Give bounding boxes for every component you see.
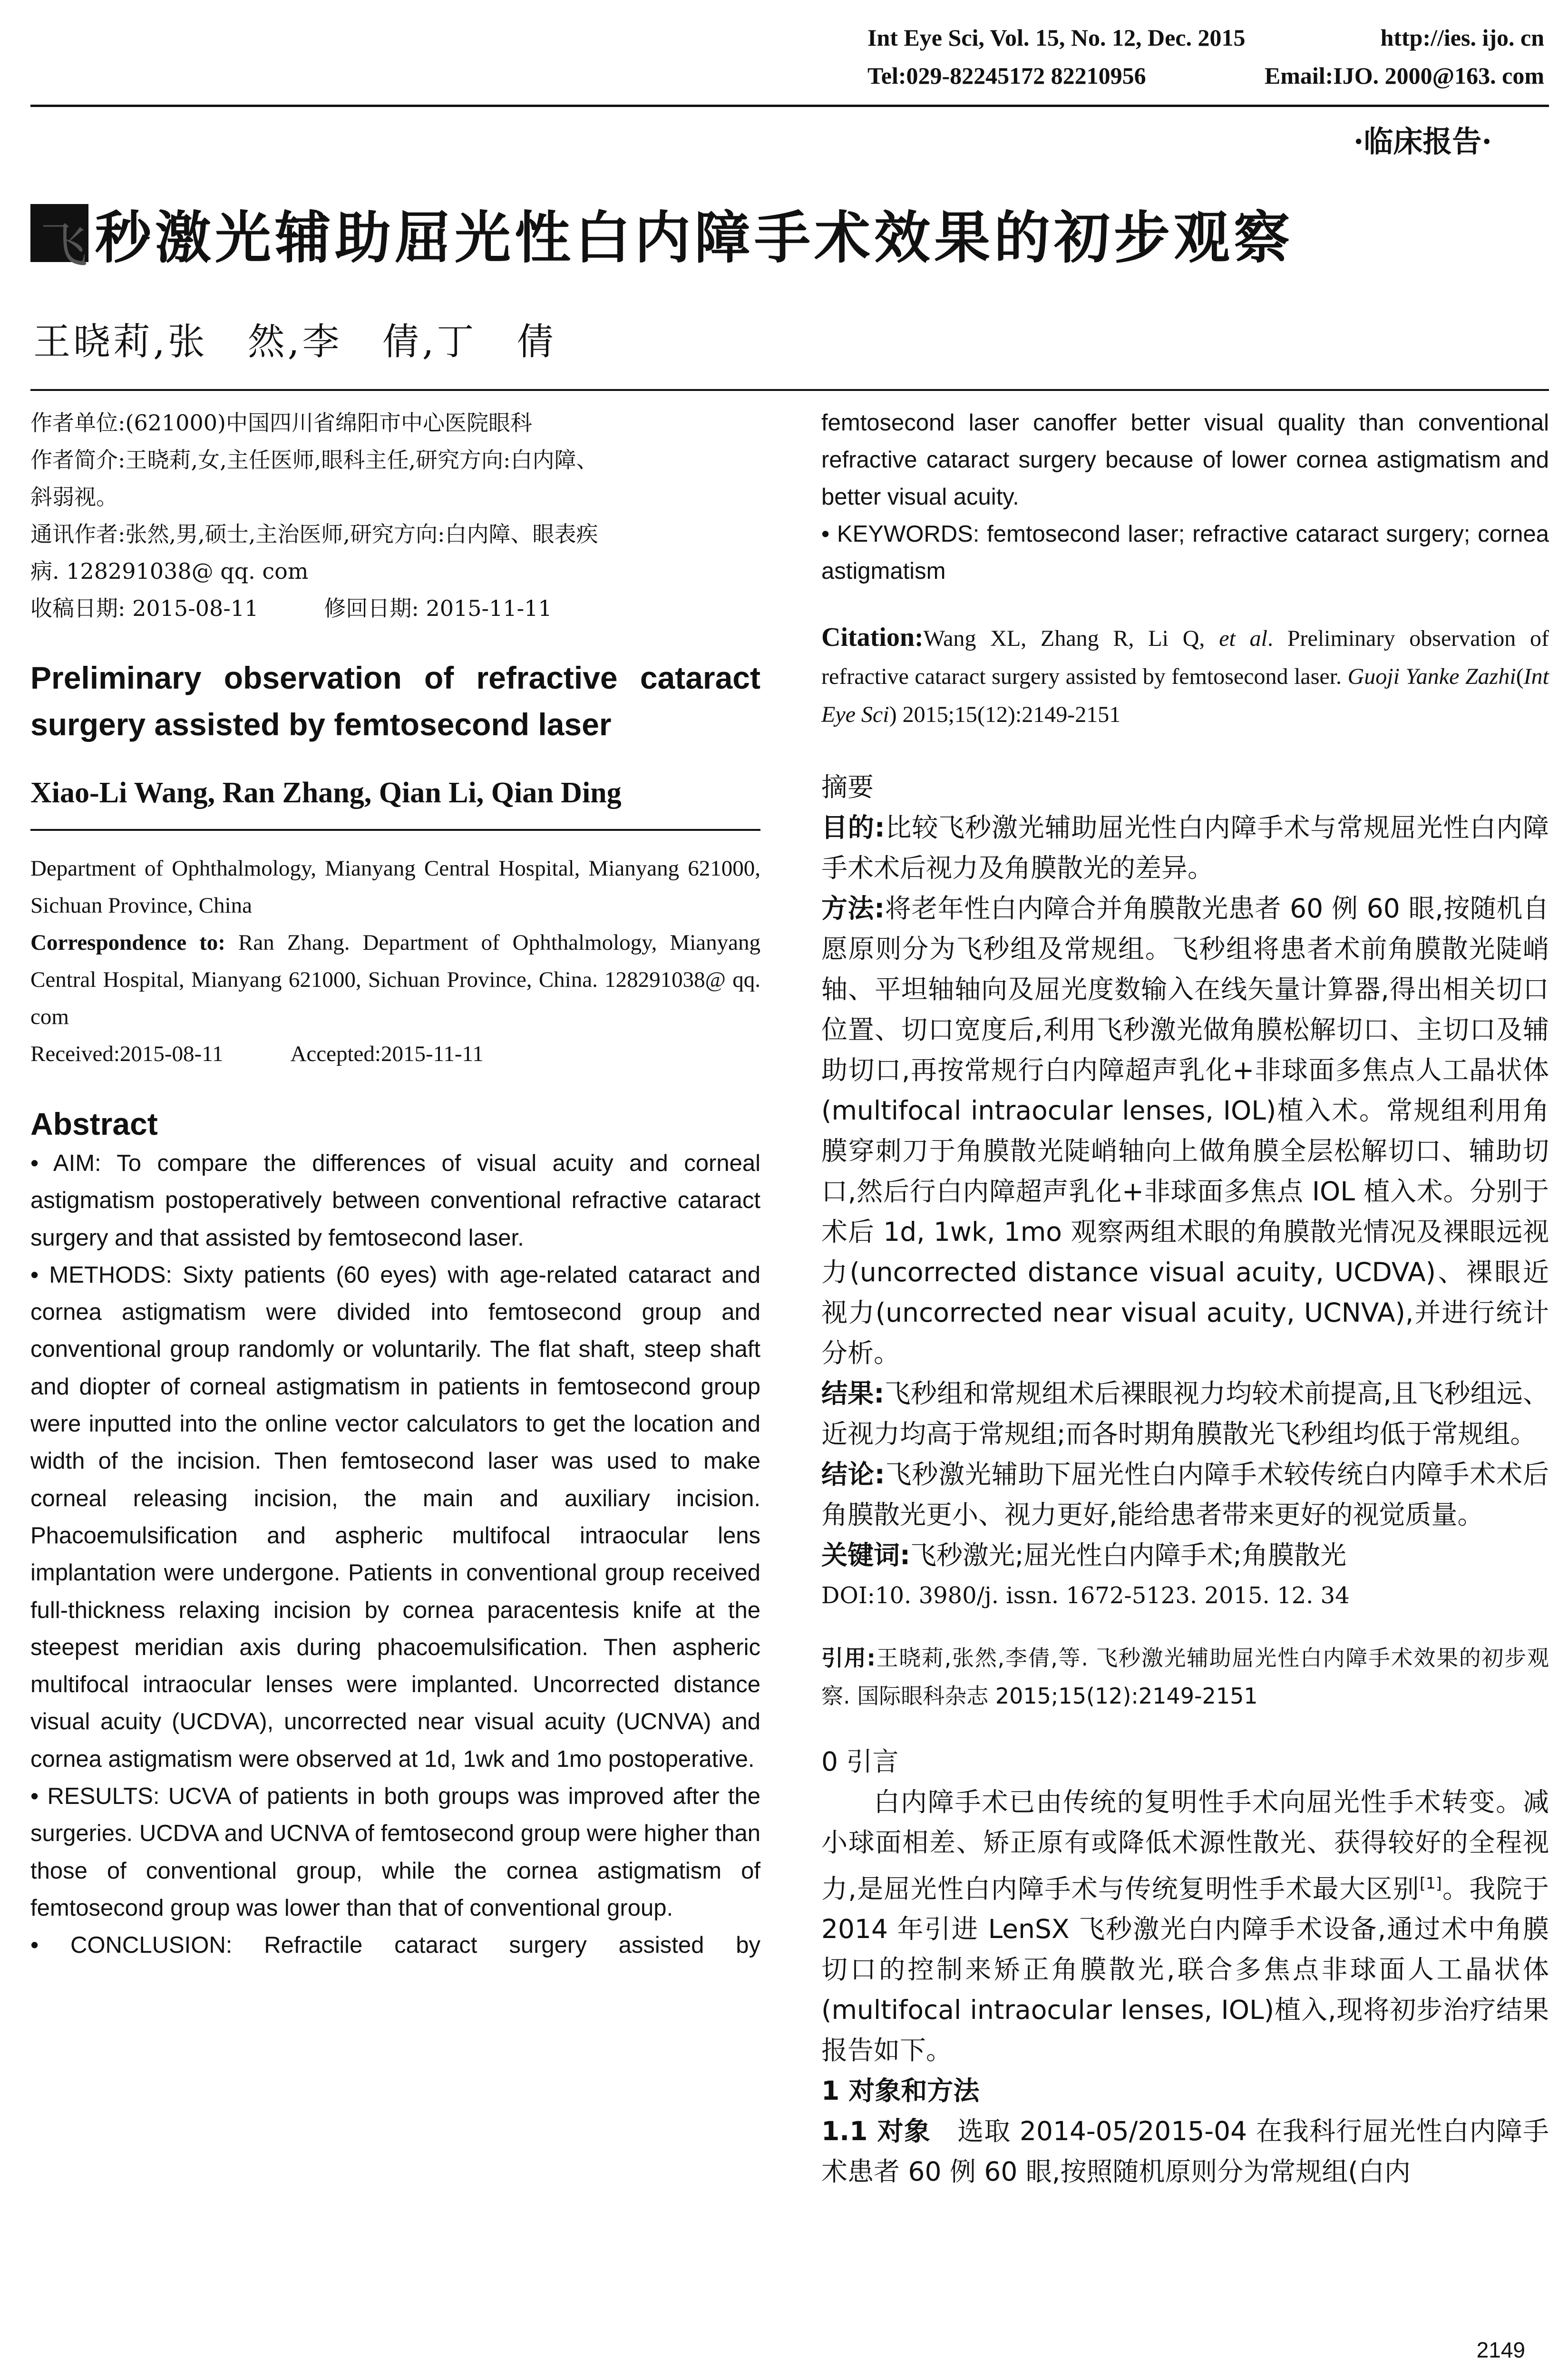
article-title: 秒激光辅助屈光性白内障手术效果的初步观察: [95, 205, 1294, 271]
correspondence-text: Ran Zhang. Department of Ophthalmology, Mianyang Central Hospital, Mianyang 621000, Sichuan Province, China. 128291038@ qq. com: [30, 930, 760, 1029]
citation-journal: Guoji Yanke Zazhi: [1347, 664, 1516, 689]
citation-text: ) 2015;15(12):2149-2151: [889, 702, 1121, 727]
label: 结果:: [821, 1378, 885, 1409]
received-accepted: Received:2015-08-11 Accepted:2015-11-11: [30, 1042, 484, 1066]
label: 目的:: [821, 812, 885, 843]
abstract-aim: • AIM: To compare the differences of visual acuity and corneal astigmatism postoperatively between conventional refractive cataract surgery and that assisted by femtosecond laser.: [30, 1150, 760, 1251]
running-header: [30, 24, 1549, 107]
english-authors: Xiao-Li Wang, Ran Zhang, Qian Li, Qian Ding: [30, 776, 760, 831]
abstract-methods: • METHODS: Sixty patients (60 eyes) with age-related cataract and cornea astigmatism were divided into femtosecond group and conventional group randomly or voluntarily. The flat shaft, steep shaft and diopter of corneal astigmatism in patients in femtosecond group were inputted into the online vector calculators to get the location and width of the incision. Then femtosecond laser was used to make corneal releasing incision, the main and auxiliary incision. Phacoemulsification and aspheric multifocal intraocular lens implantation were undergone. Patients in conventional group received full-thickness relaxing incision by cornea paracentesis knife at the steepest meridian axis during phacoemulsification. Then aspheric multifocal intraocular lenses were implanted. Uncorrected distance visual acuity (UCDVA), uncorrected near visual acuity (UCNVA) and cornea astigmatism were observed at 1d, 1wk and 1mo postoperative.: [30, 1262, 760, 1772]
label: 结论:: [821, 1459, 885, 1490]
citation-text: . Preliminary observation of refractive cataract surgery assisted by femtosecond laser.: [821, 626, 1549, 689]
citation-cn-text: 王晓莉,张然,李倩,等. 飞秒激光辅助屈光性白内障手术效果的初步观察. 国际眼科杂志 2015;15(12):2149-2151: [821, 1645, 1549, 1709]
right-column: [821, 404, 1549, 2192]
intro-section: [821, 1742, 1549, 2192]
abstract-results: • RESULTS: UCVA of patients in both groups was improved after the surgeries. UCDVA and UCNVA of femtosecond group were higher than those of conventional group, while the cornea astigmatism of femtosecond group was lower than that of conventional group.: [30, 1783, 760, 1921]
doi: DOI:10. 3980/j. issn. 1672-5123. 2015. 12. 34: [821, 1582, 1350, 1609]
info-line: 斜弱视。: [30, 484, 118, 510]
affiliation: [30, 850, 760, 1072]
label: 关键词:: [821, 1540, 910, 1570]
info-line: 病. 128291038@ qq. com: [30, 558, 309, 584]
abstract-cn-conclusion: [821, 1454, 1549, 1535]
abstract-cn-methods: [821, 888, 1549, 1374]
info-line: 通讯作者:张然,男,硕士,主治医师,研究方向:白内障、眼表疾: [30, 521, 598, 547]
abstract-en: [30, 1145, 760, 1964]
reference-marker: [1]: [1419, 1874, 1442, 1892]
subsection-label: 1.1 对象: [821, 2116, 931, 2147]
citation-cn-label: 引用:: [821, 1645, 876, 1671]
journal-tel: Tel:029-82245172 82210956: [867, 62, 1146, 89]
authors-cn: 王晓莉,张 然,李 倩,丁 倩: [33, 321, 557, 363]
abstract-cn: [821, 767, 1549, 1616]
info-line: 作者单位:(621000)中国四川省绵阳市中心医院眼科: [30, 410, 532, 436]
citation-label: Citation:: [821, 623, 924, 652]
citation-en: [821, 618, 1549, 734]
left-column: [30, 404, 760, 1964]
title-block: [30, 200, 1294, 271]
citation-text: (: [1516, 664, 1524, 689]
abstract-cn-heading: 摘要: [821, 772, 874, 802]
abstract-cn-aim: [821, 808, 1549, 888]
text: 比较飞秒激光辅助屈光性白内障手术与常规屈光性白内障手术术后视力及角膜散光的差异。: [821, 812, 1549, 883]
text: 飞秒激光;屈光性白内障手术;角膜散光: [910, 1540, 1347, 1570]
abstract-keywords: • KEYWORDS: femtosecond laser; refractive cataract surgery; cornea astigmatism: [821, 521, 1549, 584]
correspondence-label: Correspondence to:: [30, 930, 225, 955]
abstract-heading: Abstract: [30, 1106, 158, 1141]
journal-url: http://ies. ijo. cn: [1380, 24, 1544, 51]
abstract-conclusion-cont: femtosecond laser canoffer better visual quality than conventional refractive cataract surgery because of lower cornea astigmatism and better visual acuity.: [821, 410, 1549, 510]
abstract-conclusion-start: • CONCLUSION: Refractile cataract surgery assisted by: [30, 1932, 760, 1958]
text: 飞秒激光辅助下屈光性白内障手术较传统白内障手术术后角膜散光更小、视力更好,能给患者带来更好的视觉质量。: [821, 1459, 1549, 1530]
title-initial-icon: [30, 204, 88, 262]
journal-email: Email:IJO. 2000@163. com: [1264, 62, 1544, 89]
journal-info: Int Eye Sci, Vol. 15, No. 12, Dec. 2015: [867, 24, 1246, 51]
subsection-text: 选取 2014-05/2015-04 在我科行屈光性白内障手术患者 60 例 60 眼,按照随机原则分为常规组(白内: [821, 2116, 1549, 2187]
intro-text: 。我院于 2014 年引进 LenSX 飞秒激光白内障手术设备,通过术中角膜切口的控制来矫正角膜散光,联合多焦点非球面人工晶状体(multifocal intraocular lenses, IOL)植入,现将初步治疗结果报告如下。: [821, 1873, 1549, 2066]
abstract-cn-results: [821, 1374, 1549, 1454]
text: 将老年性白内障合并角膜散光患者 60 例 60 眼,按随机自愿原则分为飞秒组及常规组。飞秒组将患者术前角膜散光陡峭轴、平坦轴轴向及屈光度数输入在线矢量计算器,得出相关切口位置、切口宽度后,利用飞秒激光做角膜松解切口、主切口及辅助切口,再按常规行白内障超声乳化+非球面多焦点人工晶状体(multifocal intraocular lenses, IOL)植入术。常规组利用角膜穿刺刀于角膜散光陡峭轴向上做角膜全层松解切口、辅助切口,然后行白内障超声乳化+非球面多焦点 IOL 植入术。分别于术后 1d, 1wk, 1mo 观察两组术眼的角膜散光情况及裸眼远视力(uncorrected distance visual acuity, UCDVA)、裸眼近视力(uncorrected near visual acuity, UCNVA),并进行统计分析。: [821, 893, 1549, 1368]
affiliation-dept: Department of Ophthalmology, Mianyang Central Hospital, Mianyang 621000, Sichuan Province, China: [30, 856, 760, 918]
info-line: 收稿日期: 2015-08-11 修回日期: 2015-11-11: [30, 595, 552, 621]
abstract-en-continued: [821, 404, 1549, 590]
intro-paragraph: [821, 1782, 1549, 2071]
label: 方法:: [821, 893, 885, 924]
author-info-cn: [30, 404, 760, 627]
citation-text: Wang XL, Zhang R, Li Q,: [923, 626, 1219, 651]
intro-heading: 0 引言: [821, 1746, 899, 1777]
correspondence: [30, 924, 760, 1035]
intro-text: 白内障手术已由传统的复明性手术向屈光性手术转变。减小球面相差、矫正原有或降低术源性散光、获得较好的全程视力,是屈光性白内障手术与传统复明性手术最大区别: [821, 1787, 1549, 1904]
info-line: 作者简介:王晓莉,女,主任医师,眼科主任,研究方向:白内障、: [30, 447, 598, 473]
english-title: Preliminary observation of refractive cataract surgery assisted by femtosecond laser: [30, 660, 760, 742]
abstract-cn-keywords: [821, 1535, 1549, 1576]
methods-heading: 1 对象和方法: [821, 2075, 980, 2106]
title-divider: [30, 389, 1549, 391]
section-tag: ·临床报告·: [1353, 124, 1492, 159]
text: 飞秒组和常规组术后裸眼视力均较术前提高,且飞秒组远、近视力均高于常规组;而各时期角膜散光飞秒组均低于常规组。: [821, 1378, 1549, 1449]
citation-journal-en: Int Eye Sci: [821, 664, 1549, 727]
citation-etal: et al: [1219, 626, 1268, 651]
citation-cn: [821, 1639, 1549, 1715]
methods-subsection: [821, 2111, 1549, 2192]
page-number: 2149: [1476, 2338, 1525, 2362]
